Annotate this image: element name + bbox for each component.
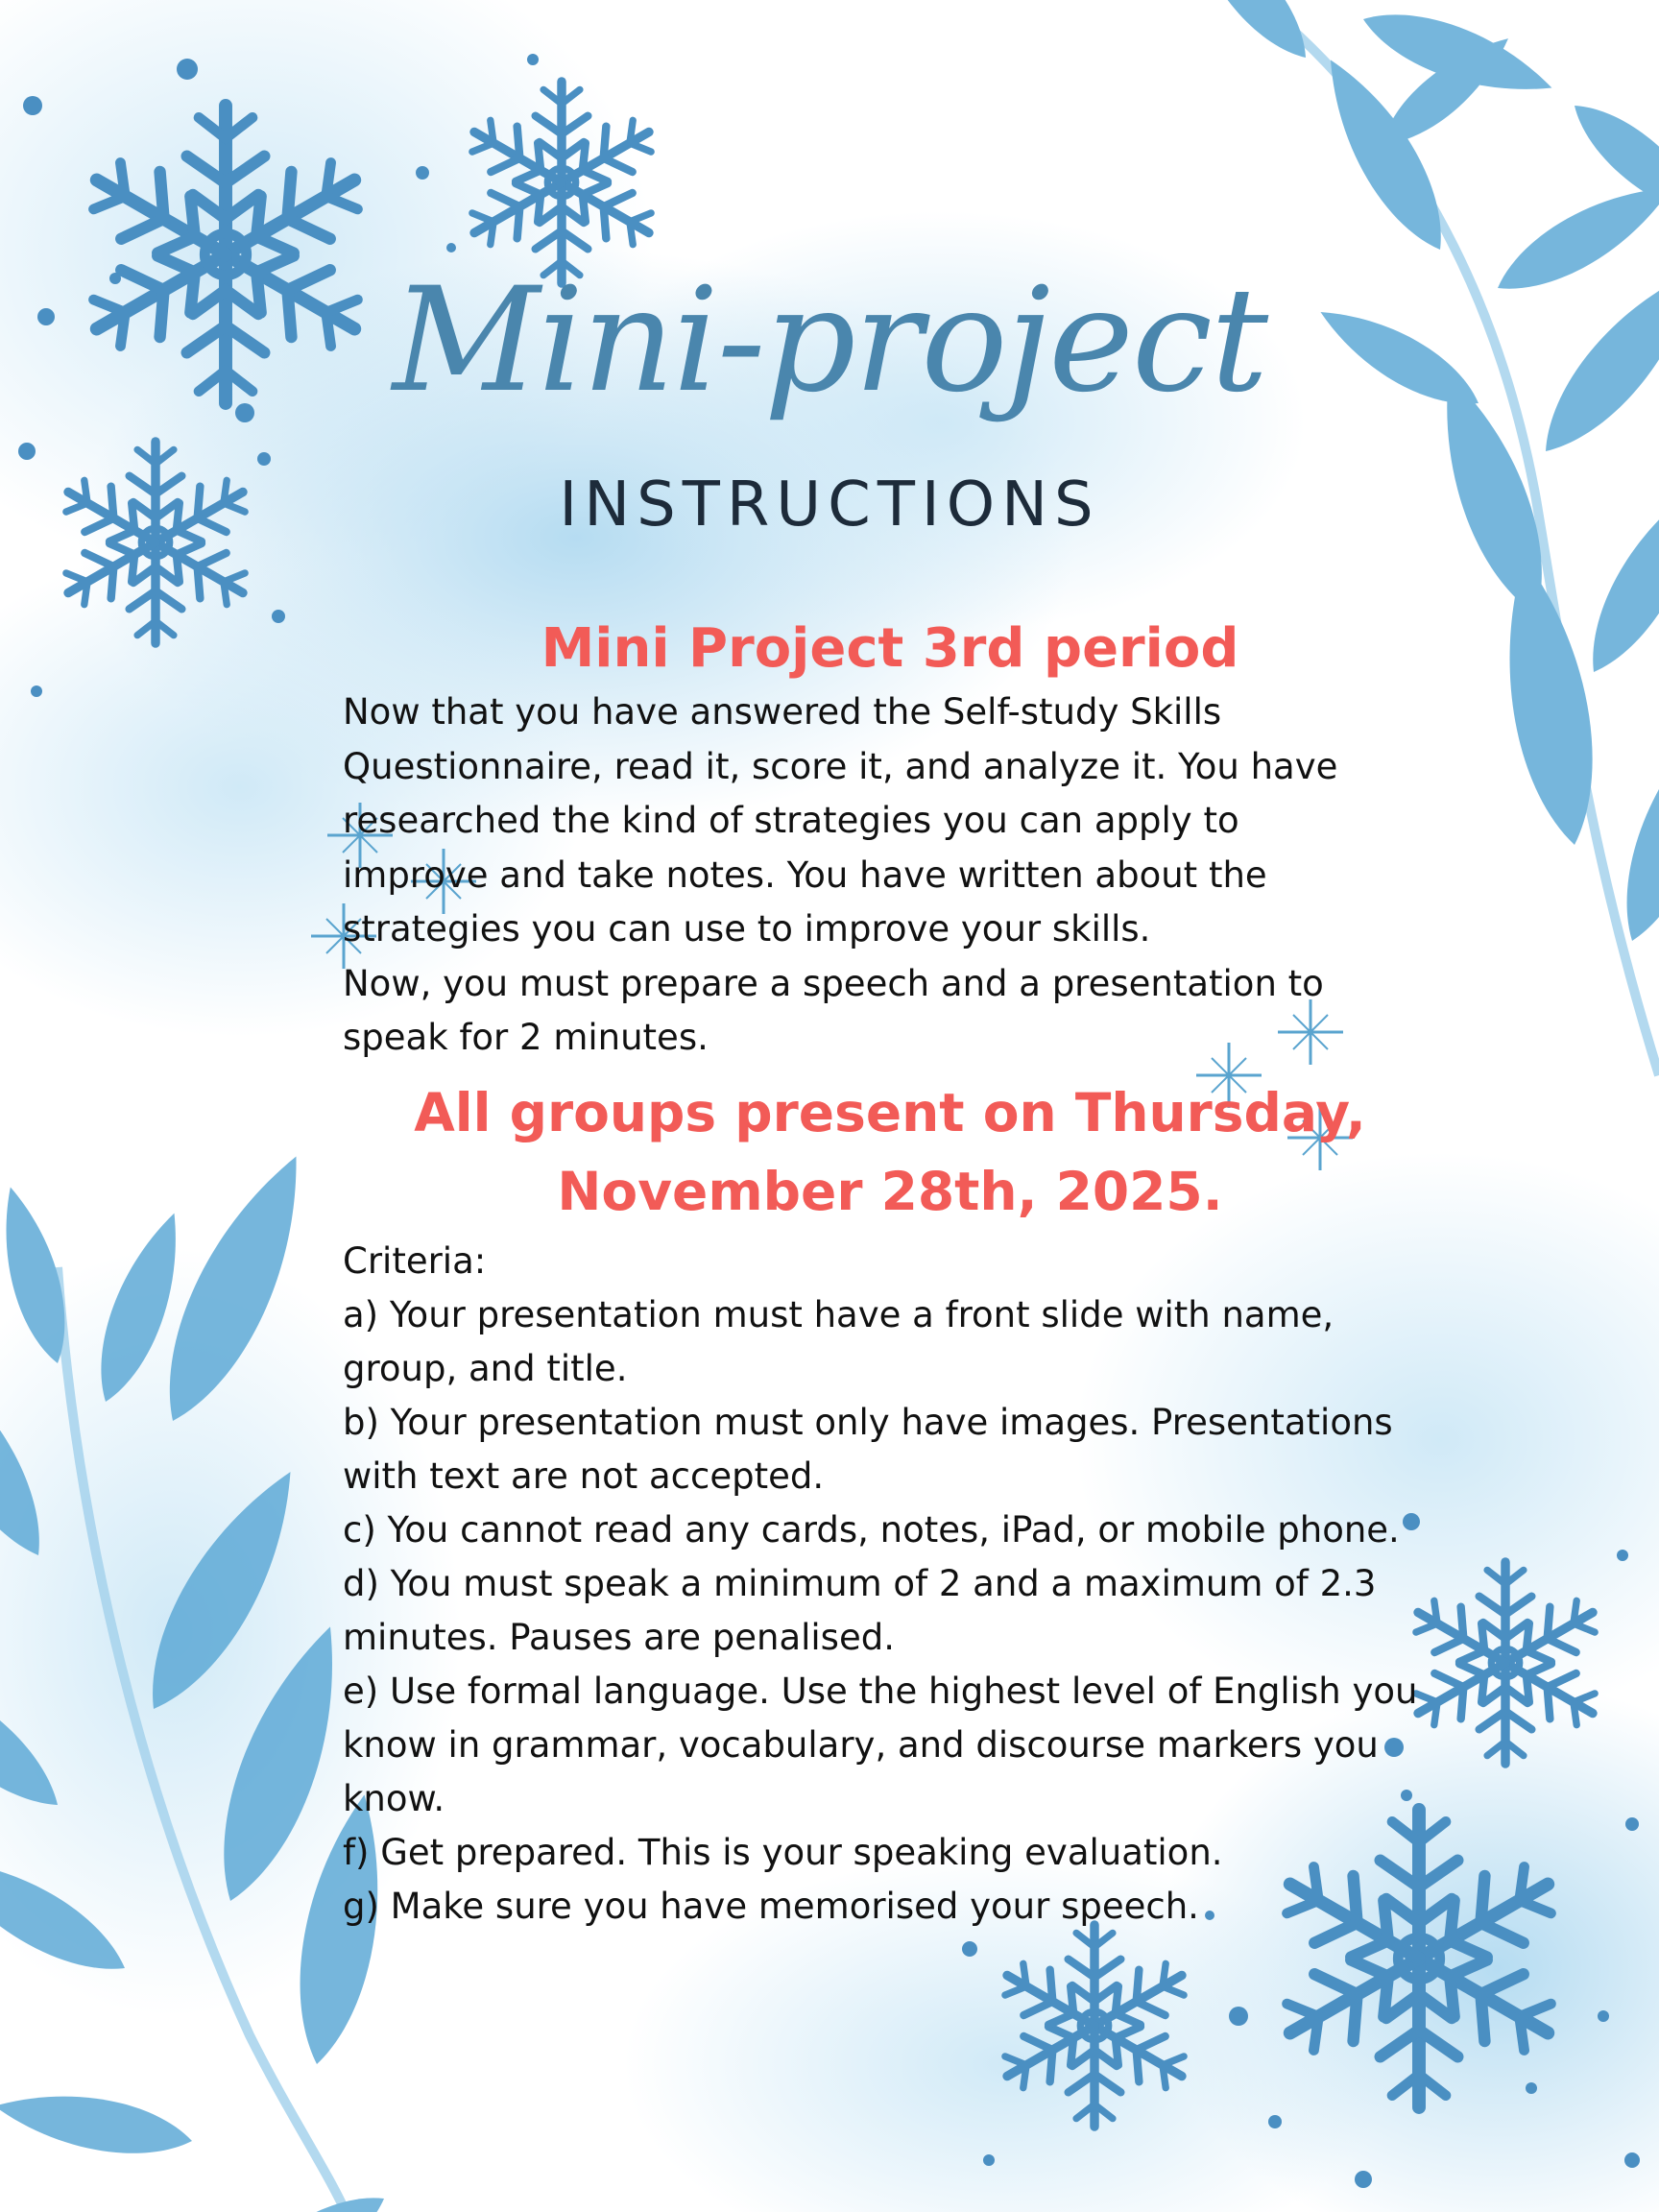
section-heading: Mini Project 3rd period (541, 617, 1239, 680)
criteria-line: a) Your presentation must have a front slide with name, (343, 1293, 1334, 1335)
main-content (343, 607, 1437, 1934)
intro-line: Now that you have answered the Self-study Skills (343, 691, 1222, 733)
intro-line: researched the kind of strategies you can apply to (343, 800, 1239, 841)
date-line: All groups present on Thursday, (414, 1081, 1366, 1143)
criteria-line: group, and title. (343, 1347, 628, 1389)
intro-line: strategies you can use to improve your skills. (343, 908, 1151, 950)
criteria-line: c) You cannot read any cards, notes, iPad, or mobile phone. (343, 1508, 1400, 1551)
criteria-line: know in grammar, vocabulary, and discourse markers you (343, 1723, 1379, 1766)
criteria-list (343, 1235, 1437, 1934)
criteria-line: e) Use formal language. Use the highest level of English you (343, 1670, 1418, 1712)
criteria-line: f) Get prepared. This is your speaking evaluation. (343, 1831, 1223, 1873)
page-subtitle: INSTRUCTIONS (559, 469, 1100, 541)
intro-line: improve and take notes. You have written about the (343, 854, 1267, 896)
criteria-line: know. (343, 1777, 445, 1819)
intro-line: Now, you must prepare a speech and a presentation to (343, 962, 1324, 1004)
script-title: Mini-project (392, 257, 1267, 424)
intro-line: speak for 2 minutes. (343, 1017, 709, 1058)
criteria-line: b) Your presentation must only have images. Presentations (343, 1401, 1393, 1443)
date-line: November 28th, 2025. (557, 1160, 1223, 1222)
intro-paragraph (343, 685, 1437, 1066)
criteria-line: d) You must speak a minimum of 2 and a maximum of 2.3 (343, 1562, 1377, 1604)
criteria-label: Criteria: (343, 1239, 487, 1282)
criteria-line: minutes. Pauses are penalised. (343, 1616, 895, 1658)
criteria-line: g) Make sure you have memorised your speech. (343, 1885, 1199, 1927)
presentation-date (343, 1073, 1437, 1231)
criteria-line: with text are not accepted. (343, 1455, 825, 1497)
intro-line: Questionnaire, read it, score it, and analyze it. You have (343, 745, 1338, 787)
